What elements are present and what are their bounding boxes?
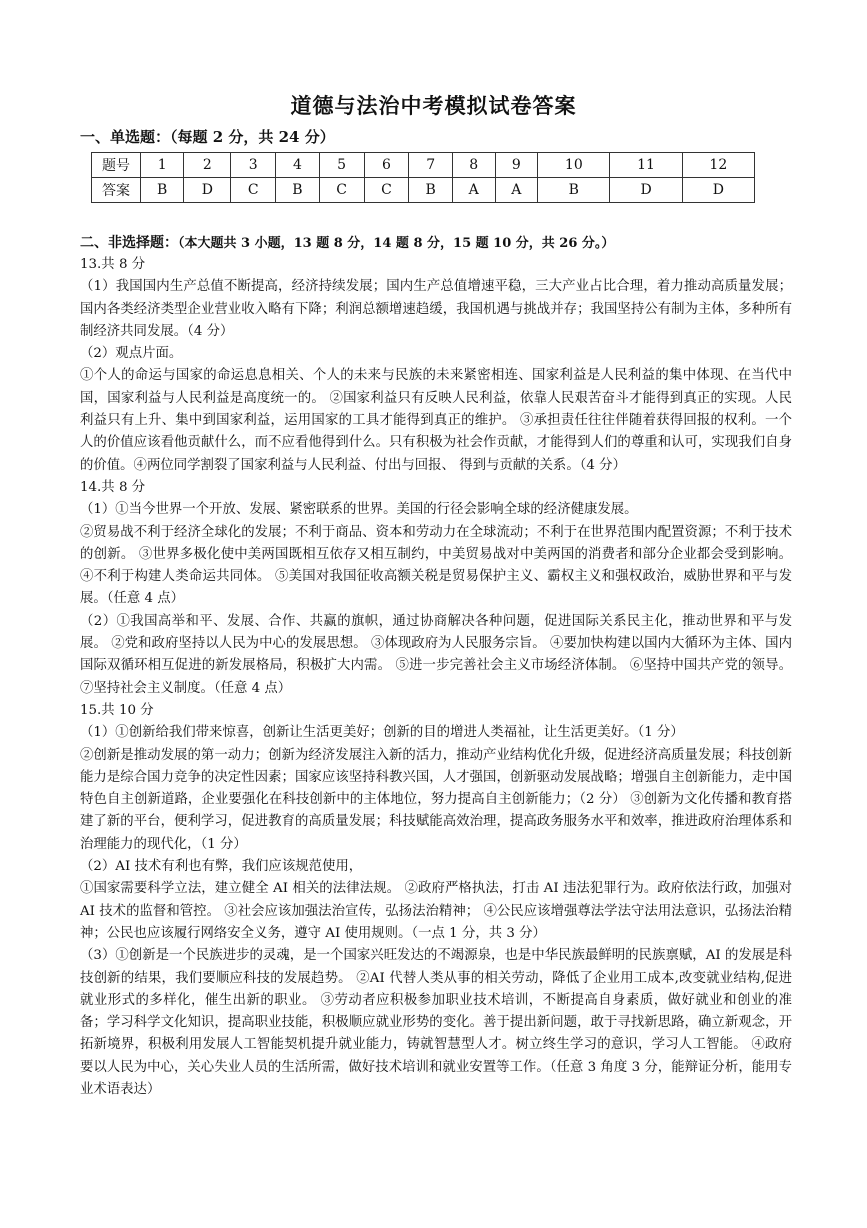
question-number: 2 [184,153,231,178]
paragraph: ①国家需要科学立法，建立健全 AI 相关的法律法规。 ②政府严格执法，打击 AI 违法犯罪行为。政府依法行政，加强对 AI 技术的监督和管控。 ③社会应该加强法治宣传，弘扬法治精神； ④公民应该增强尊法学法守法用法意识，弘扬法治精神；公民也应该履行网络安全义务，遵守 AI 使用规则。（一点 1 分，共 3 分） [80,881,792,941]
question-number-row [92,153,755,178]
question-number: 9 [495,153,538,178]
paragraph: （1）①当今世界一个开放、发展、紧密联系的世界。美国的行径会影响全球的经济健康发展。 [80,502,638,518]
question-number: 1 [141,153,184,178]
answer-cell: B [141,178,184,203]
question-15-heading: 15.共 10 分 [80,702,154,718]
section1-heading: 一、单选题：（每题 2 分，共 24 分） [80,128,335,146]
question-number: 11 [610,153,682,178]
answer-body [80,254,792,1101]
answer-table [91,152,755,203]
paragraph: （1）①创新给我们带来惊喜，创新让生活更美好；创新的目的增进人类福祉，让生活更美好。（1 分） [80,725,684,741]
paragraph: （2）观点片面。 [80,346,183,362]
paragraph: ①个人的命运与国家的命运息息相关、个人的未来与民族的未来紧密相连、国家利益是人民利益的集中体现、在当代中国，国家利益与人民利益是高度统一的。 ②国家利益只有反映人民利益，依靠人民艰苦奋斗才能得到真正的实现。人民利益只有上升、集中到国家利益，运用国家的工具才能得到真正的维护。 ③承担责任往往伴随着获得回报的权利。一个人的价值应该看他贡献什么，而不应看他得到什么。只有积极为社会作贡献，才能得到人们的尊重和认可，实现我们自身的价值。④两位同学割裂了国家利益与人民利益、付出与回报、 得到与贡献的关系。（4 分） [80,368,792,473]
page-title: 道德与法治中考模拟试卷答案 [290,93,577,118]
answer-cell: D [682,178,754,203]
paragraph: （2）①我国高举和平、发展、合作、共赢的旗帜，通过协商解决各种问题，促进国际关系民主化，推动世界和平与发展。 ②党和政府坚持以人民为中心的发展思想。 ③体现政府为人民服务宗旨。 ④要加快构建以国内大循环为主体、国内国际双循环相互促进的新发展格局，积极扩大内需。 ⑤进一步完善社会主义市场经济体制。 ⑥坚持中国共产党的领导。⑦坚持社会主义制度。（任意 4 点） [80,613,792,696]
answer-cell: C [364,178,409,203]
answer-cell: A [452,178,495,203]
answer-row [92,178,755,203]
section2-title: 二、非选择题： [80,235,178,251]
answer-cell: B [276,178,319,203]
answer-cell: D [184,178,231,203]
question-number: 6 [364,153,409,178]
paragraph: （3）①创新是一个民族进步的灵魂，是一个国家兴旺发达的不竭源泉，也是中华民族最鲜明的民族禀赋，AI 的发展是科技创新的结果，我们要顺应科技的发展趋势。 ②AI 代替人类从事的相关劳动，降低了企业用工成本,改变就业结构,促进就业形式的多样化，催生出新的职业。 ③劳动者应积极参加职业技术培训，不断提高自身素质，做好就业和创业的准备；学习科学文化知识，提高职业技能，积极顺应就业形势的变化。善于提出新问题，敢于寻找新思路，确立新观念，开拓新境界，积极利用发展人工智能契机提升就业能力，铸就智慧型人才。树立终生学习的意识，学习人工智能。 ④政府要以人民为中心，关心失业人员的生活所需，做好技术培训和就业安置等工作。（任意 3 角度 3 分，能辩证分析，能用专业术语表达） [80,948,792,1097]
paragraph: （1）我国国内生产总值不断提高，经济持续发展；国内生产总值增速平稳，三大产业占比合理，着力推动高质量发展；国内各类经济类型企业营业收入略有下降；利润总额增速趋缓，我国机遇与挑战并存；我国坚持公有制为主体，多种所有制经济共同发展。（4 分） [80,279,792,339]
section2-heading [80,232,614,252]
row-label-answer: 答案 [92,178,141,203]
question-number: 10 [538,153,610,178]
paragraph: （2）AI 技术有利也有弊，我们应该规范使用， [80,859,363,875]
paragraph: ②创新是推动发展的第一动力；创新为经济发展注入新的活力，推动产业结构优化升级，促进经济高质量发展；科技创新能力是综合国力竞争的决定性因素；国家应该坚持科教兴国，人才强国，创新驱动发展战略；增强自主创新能力，走中国特色自主创新道路，企业要强化在科技创新中的主体地位，努力提高自主创新能力；（2 分） ③创新为文化传播和教育搭建了新的平台，便利学习，促进教育的高质量发展；科技赋能高效治理，提高政务服务水平和效率，推进政府治理体系和治理能力的现代化，（1 分） [80,747,792,852]
answer-cell: C [319,178,364,203]
answer-cell: B [538,178,610,203]
question-number: 7 [409,153,452,178]
answer-cell: C [231,178,276,203]
answer-cell: A [495,178,538,203]
answer-cell: B [409,178,452,203]
question-14-heading: 14.共 8 分 [80,479,146,495]
question-13-heading: 13.共 8 分 [80,257,146,272]
row-label-number: 题号 [92,153,141,178]
paragraph: ②贸易战不利于经济全球化的发展；不利于商品、资本和劳动力在全球流动；不利于在世界范围内配置资源；不利于技术的创新。 ③世界多极化使中美两国既相互依存又相互制约，中美贸易战对中美两国的消费者和部分企业都会受到影响。 ④不利于构建人类命运共同体。 ⑤美国对我国征收高额关税是贸易保护主义、霸权主义和强权政治，威胁世界和平与发展。（任意 4 点） [80,524,792,607]
question-number: 5 [319,153,364,178]
answer-cell: D [610,178,682,203]
section2-note: （本大题共 3 小题，13 题 8 分，14 题 8 分，15 题 10 分，共 26 分。） [178,236,615,251]
question-number: 3 [231,153,276,178]
question-number: 8 [452,153,495,178]
question-number: 4 [276,153,319,178]
question-number: 12 [682,153,754,178]
